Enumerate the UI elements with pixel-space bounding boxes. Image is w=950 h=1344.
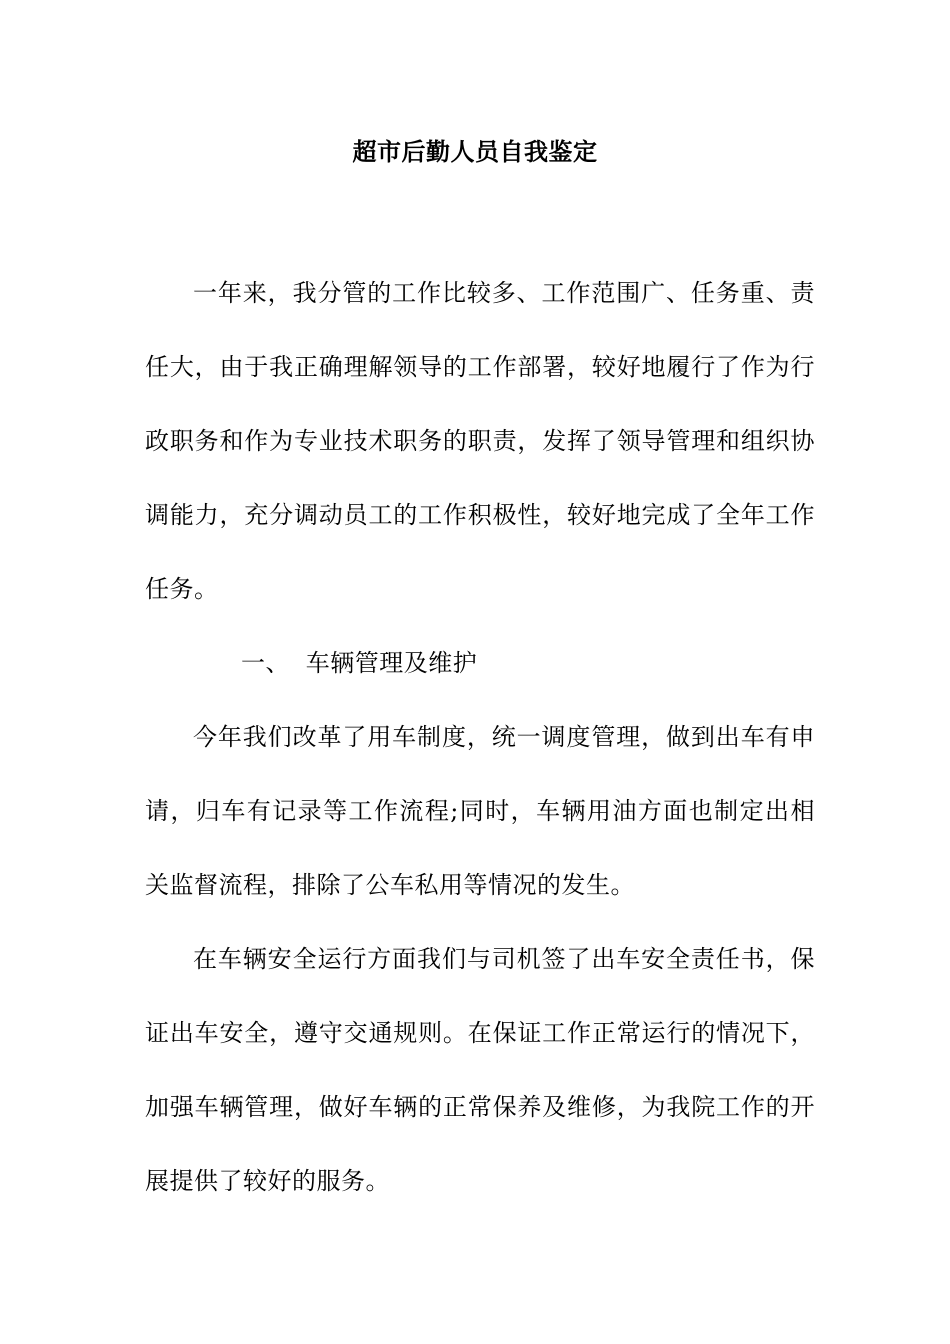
- section-title: 车辆管理及维护: [305, 649, 478, 677]
- vehicle-safety-paragraph: 在车辆安全运行方面我们与司机签了出车安全责任书，保证出车安全，遵守交通规则。在保证工作正常运行的情况下，加强车辆管理，做好车辆的正常保养及维修，为我院工作的开展提供了较好的服务。: [145, 945, 815, 1195]
- document-title: 超市后勤人员自我鉴定: [352, 137, 598, 166]
- document-body: [145, 256, 815, 1218]
- section-number: 一、: [241, 649, 290, 677]
- section-heading: [145, 626, 815, 700]
- intro-paragraph: 一年来，我分管的工作比较多、工作范围广、任务重、责任大，由于我正确理解领导的工作部署，较好地履行了作为行政职务和作为专业技术职务的职责，发挥了领导管理和组织协调能力，充分调动员工的工作积极性，较好地完成了全年工作任务。: [145, 279, 815, 603]
- vehicle-policy-paragraph: 今年我们改革了用车制度，统一调度管理，做到出车有申请，归车有记录等工作流程;同时，车辆用油方面也制定出相关监督流程，排除了公车私用等情况的发生。: [145, 723, 815, 899]
